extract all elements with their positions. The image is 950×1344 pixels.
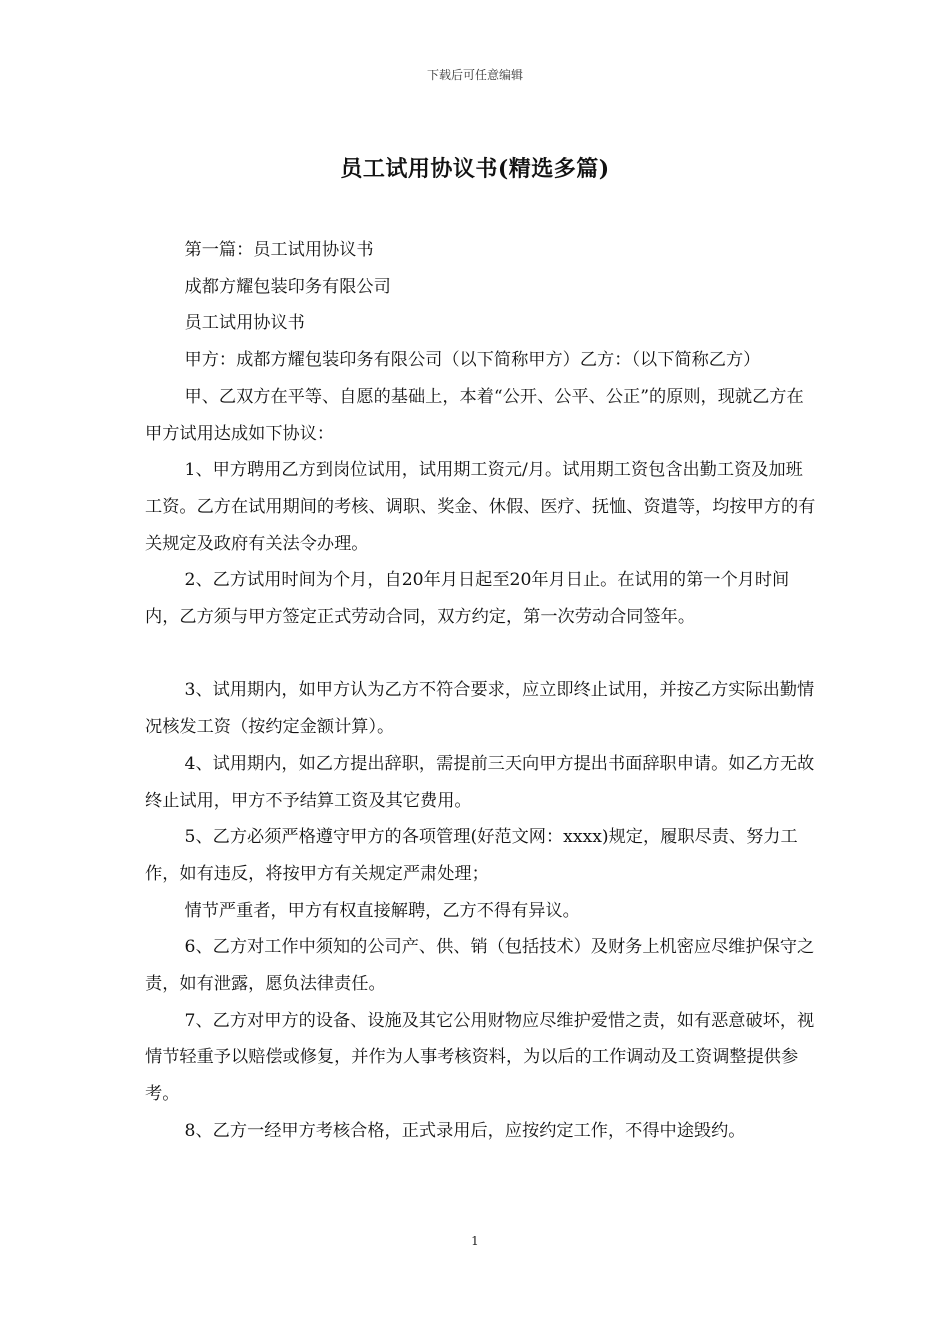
paragraph-preamble: 甲、乙双方在平等、自愿的基础上，本着“公开、公平、公正”的原则，现就乙方在甲方试用达成如下协议： (145, 386, 804, 444)
paragraph-clause-5-continued: 情节严重者，甲方有权直接解聘，乙方不得有异议。 (184, 900, 580, 921)
paragraph-clause-4: 4、试用期内，如乙方提出辞职，需提前三天向甲方提出书面辞职申请。如乙方无故终止试用，甲方不予结算工资及其它费用。 (145, 753, 815, 811)
document-body (145, 232, 817, 1150)
paragraph-clause-3: 3、试用期内，如甲方认为乙方不符合要求，应立即终止试用，并按乙方实际出勤情况核发工资（按约定金额计算）。 (145, 680, 815, 738)
header-note: 下载后可任意编辑 (426, 68, 523, 82)
blank-line (145, 636, 817, 673)
paragraph-company-name: 成都方耀包装印务有限公司 (184, 276, 391, 297)
paragraph-section-heading: 第一篇：员工试用协议书 (184, 240, 374, 260)
page-number: 1 (471, 1234, 479, 1248)
paragraph-clause-2: 2、乙方试用时间为个月，自20年月日起至20年月日止。在试用的第一个月时间内，乙方须与甲方签定正式劳动合同，双方约定，第一次劳动合同签年。 (145, 570, 790, 628)
paragraph-clause-8: 8、乙方一经甲方考核合格，正式录用后，应按约定工作，不得中途毁约。 (184, 1120, 746, 1141)
paragraph-clause-6: 6、乙方对工作中须知的公司产、供、销（包括技术）及财务上机密应尽维护保守之责，如有泄露，愿负法律责任。 (145, 937, 815, 995)
paragraph-agreement-name: 员工试用协议书 (184, 313, 305, 334)
paragraph-clause-5: 5、乙方必须严格遵守甲方的各项管理(好范文网：xxxx)规定，履职尽责、努力工作，如有违反，将按甲方有关规定严肃处理； (145, 827, 798, 884)
document-title: 员工试用协议书(精选多篇) (340, 156, 610, 182)
paragraph-parties: 甲方：成都方耀包装印务有限公司（以下简称甲方）乙方：（以下简称乙方） (184, 350, 761, 371)
paragraph-clause-1: 1、甲方聘用乙方到岗位试用，试用期工资元/月。试用期工资包含出勤工资及加班工资。乙方在试用期间的考核、调职、奖金、休假、医疗、抚恤、资遣等，均按甲方的有关规定及政府有关法令办理。 (145, 460, 816, 554)
paragraph-clause-7: 7、乙方对甲方的设备、设施及其它公用财物应尽维护爱惜之责，如有恶意破坏，视情节轻重予以赔偿或修复，并作为人事考核资料，为以后的工作调动及工资调整提供参考。 (145, 1010, 815, 1105)
